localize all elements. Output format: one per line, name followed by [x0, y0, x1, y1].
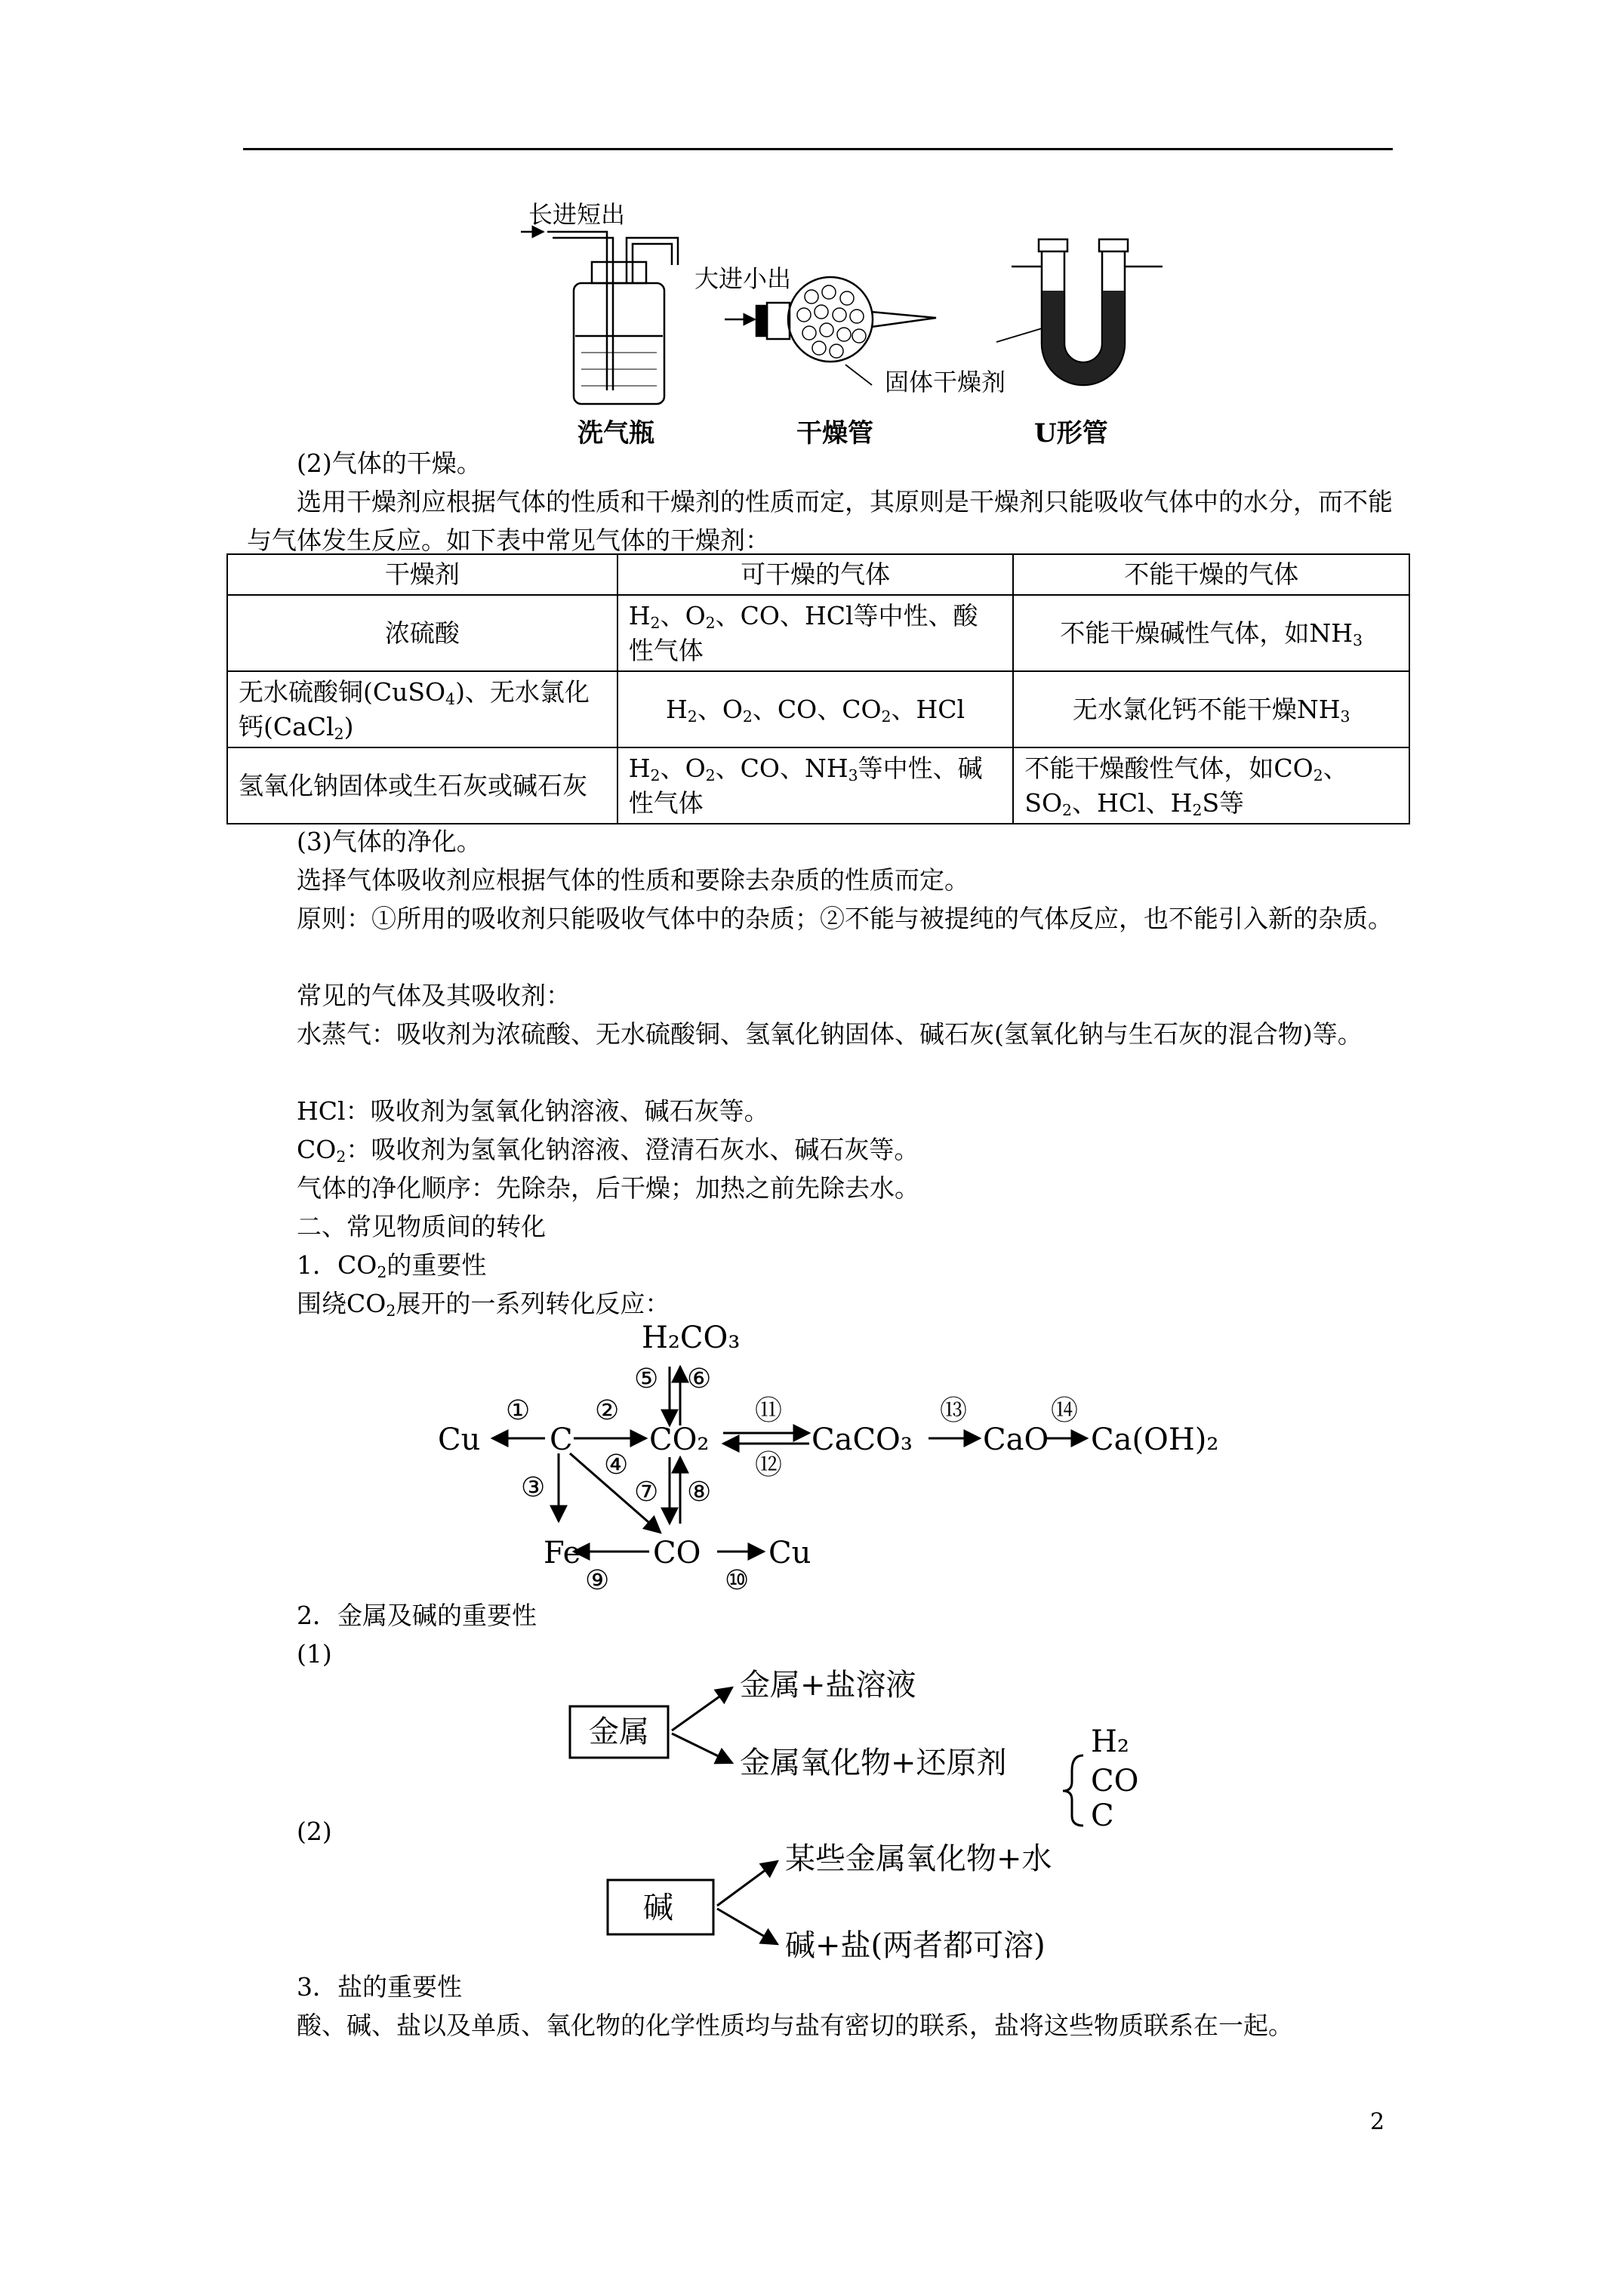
co2-subheading: 1．$CO_2$的重要性	[297, 1250, 487, 1282]
table-cell: $H_2$、$O_2$、CO、$CO_2$、HCl	[617, 671, 1014, 747]
co2-conversion-diagram	[423, 1299, 1283, 1601]
metal-branch-1: 金属+盐溶液	[740, 1668, 916, 1703]
metal-item-2: (2)	[297, 1817, 332, 1846]
node-co: CO	[653, 1536, 701, 1570]
table-cell: 氢氧化钠固体或生石灰或碱石灰	[227, 747, 617, 824]
header-rule	[243, 148, 1393, 150]
purify-p3: 常见的气体及其吸收剂：	[297, 981, 571, 1010]
purify-p1: 选择气体吸收剂应根据气体的性质和要除去杂质的性质而定。	[297, 865, 969, 895]
reaction-label: ③	[521, 1472, 546, 1503]
page-number: 2	[1370, 2109, 1385, 2135]
purify-p4: 水蒸气：吸收剂为浓硫酸、无水硫酸铜、氢氧化钠固体、碱石灰(氢氧化钠与生石灰的混合物)等。	[297, 1019, 1363, 1049]
metal-heading: 2．金属及碱的重要性	[297, 1601, 537, 1630]
co2-intro: 围绕$CO_2$展开的一系列转化反应：	[297, 1289, 670, 1321]
table-cell: $H_2$、$O_2$、CO、$NH_3$等中性、碱性气体	[617, 747, 1014, 824]
reaction-label: ⑪	[755, 1395, 783, 1426]
table-row	[227, 595, 1409, 671]
table-header-row	[227, 554, 1409, 595]
node-caco3: CaCO₃	[812, 1422, 913, 1457]
metal-item-1: (1)	[297, 1639, 332, 1669]
base-box: 碱	[643, 1891, 673, 1925]
base-branch-2: 碱+盐(两者都可溶)	[785, 1928, 1046, 1963]
purify-p5: HCl：吸收剂为氢氧化钠溶液、碱石灰等。	[297, 1096, 769, 1126]
wash-bottle-icon	[521, 232, 678, 404]
node-cao: CaO	[983, 1422, 1049, 1457]
node-caoh2: Ca(OH)₂	[1091, 1422, 1219, 1457]
apparatus-figure	[513, 193, 1193, 449]
reducer-h2: H₂	[1091, 1724, 1129, 1759]
table-cell: 无水氯化钙不能干燥$NH_3$	[1013, 671, 1409, 747]
purify-p6: $CO_2$：吸收剂为氢氧化钠溶液、澄清石灰水、碱石灰等。	[297, 1135, 919, 1166]
reducer-co: CO	[1091, 1764, 1139, 1798]
solid-desiccant-label: 固体干燥剂	[885, 368, 1006, 396]
node-co2: CO₂	[649, 1422, 710, 1457]
purify-p7: 气体的净化顺序：先除杂，后干燥；加热之前先除去水。	[297, 1173, 919, 1203]
caption-wash-bottle: 洗气瓶	[577, 418, 654, 448]
node-cu-right: Cu	[768, 1536, 812, 1570]
reaction-label: ⑥	[687, 1364, 712, 1395]
node-c: C	[550, 1422, 573, 1457]
reaction-label: ⑧	[687, 1477, 712, 1508]
node-cu-left: Cu	[438, 1422, 481, 1457]
table-cell: 浓硫酸	[227, 595, 617, 671]
salt-heading: 3．盐的重要性	[297, 1972, 462, 2002]
metal-diagram	[559, 1661, 1163, 1827]
reaction-label: ⑫	[755, 1450, 783, 1481]
table-row	[227, 671, 1409, 747]
node-h2co3: H₂CO₃	[642, 1321, 741, 1355]
drying-tube-label: 大进小出	[694, 264, 792, 293]
table-cell: 无水硫酸铜(CuSO$_4$)、无水氯化钙(CaCl$_2$)	[227, 671, 617, 747]
u-tube-icon	[996, 239, 1163, 385]
reaction-label: ⑨	[585, 1565, 610, 1596]
node-fe: Fe	[544, 1536, 581, 1570]
reaction-label: ⑦	[634, 1477, 659, 1508]
reaction-label: ②	[595, 1395, 620, 1426]
table-row	[227, 747, 1409, 824]
reducer-c: C	[1091, 1798, 1114, 1827]
reaction-label: ①	[506, 1395, 531, 1426]
caption-drying-tube: 干燥管	[796, 418, 873, 448]
wash-bottle-top-label: 长进短出	[528, 200, 626, 229]
purify-p2: 原则：①所用的吸收剂只能吸收气体中的杂质；②不能与被提纯的气体反应，也不能引入新的杂质。	[297, 904, 1393, 933]
desiccant-table	[226, 553, 1410, 824]
table-header: 可干燥的气体	[617, 554, 1014, 595]
caption-u-tube: U形管	[1034, 418, 1108, 448]
purify-heading: (3)气体的净化。	[297, 827, 482, 856]
reaction-label: ⑭	[1051, 1395, 1079, 1426]
reaction-label: ④	[604, 1450, 629, 1481]
reaction-label: ⑩	[725, 1565, 750, 1596]
reaction-label: ⑤	[634, 1364, 659, 1395]
table-header: 不能干燥的气体	[1013, 554, 1409, 595]
table-cell: 不能干燥碱性气体，如$NH_3$	[1013, 595, 1409, 671]
drying-text: 选用干燥剂应根据气体的性质和干燥剂的性质而定，其原则是干燥剂只能吸收气体中的水分，而不能与气体发生反应。如下表中常见气体的干燥剂：	[247, 487, 1393, 555]
salt-text: 酸、碱、盐以及单质、氧化物的化学性质均与盐有密切的联系，盐将这些物质联系在一起。	[297, 2011, 1293, 2040]
base-diagram	[596, 1835, 1140, 1971]
drying-heading: (2)气体的干燥。	[297, 448, 482, 478]
table-cell: 不能干燥酸性气体，如$CO_2$、$SO_2$、HCl、$H_2S$等	[1013, 747, 1409, 824]
metal-box: 金属	[589, 1715, 649, 1749]
table-header: 干燥剂	[227, 554, 617, 595]
metal-branch-2: 金属氧化物+还原剂	[740, 1746, 1007, 1780]
table-cell: $H_2$、$O_2$、CO、HCl等中性、酸性气体	[617, 595, 1014, 671]
section-two-heading: 二、常见物质间的转化	[297, 1212, 546, 1241]
reaction-label: ⑬	[940, 1395, 968, 1426]
base-branch-1: 某些金属氧化物+水	[785, 1841, 1052, 1876]
